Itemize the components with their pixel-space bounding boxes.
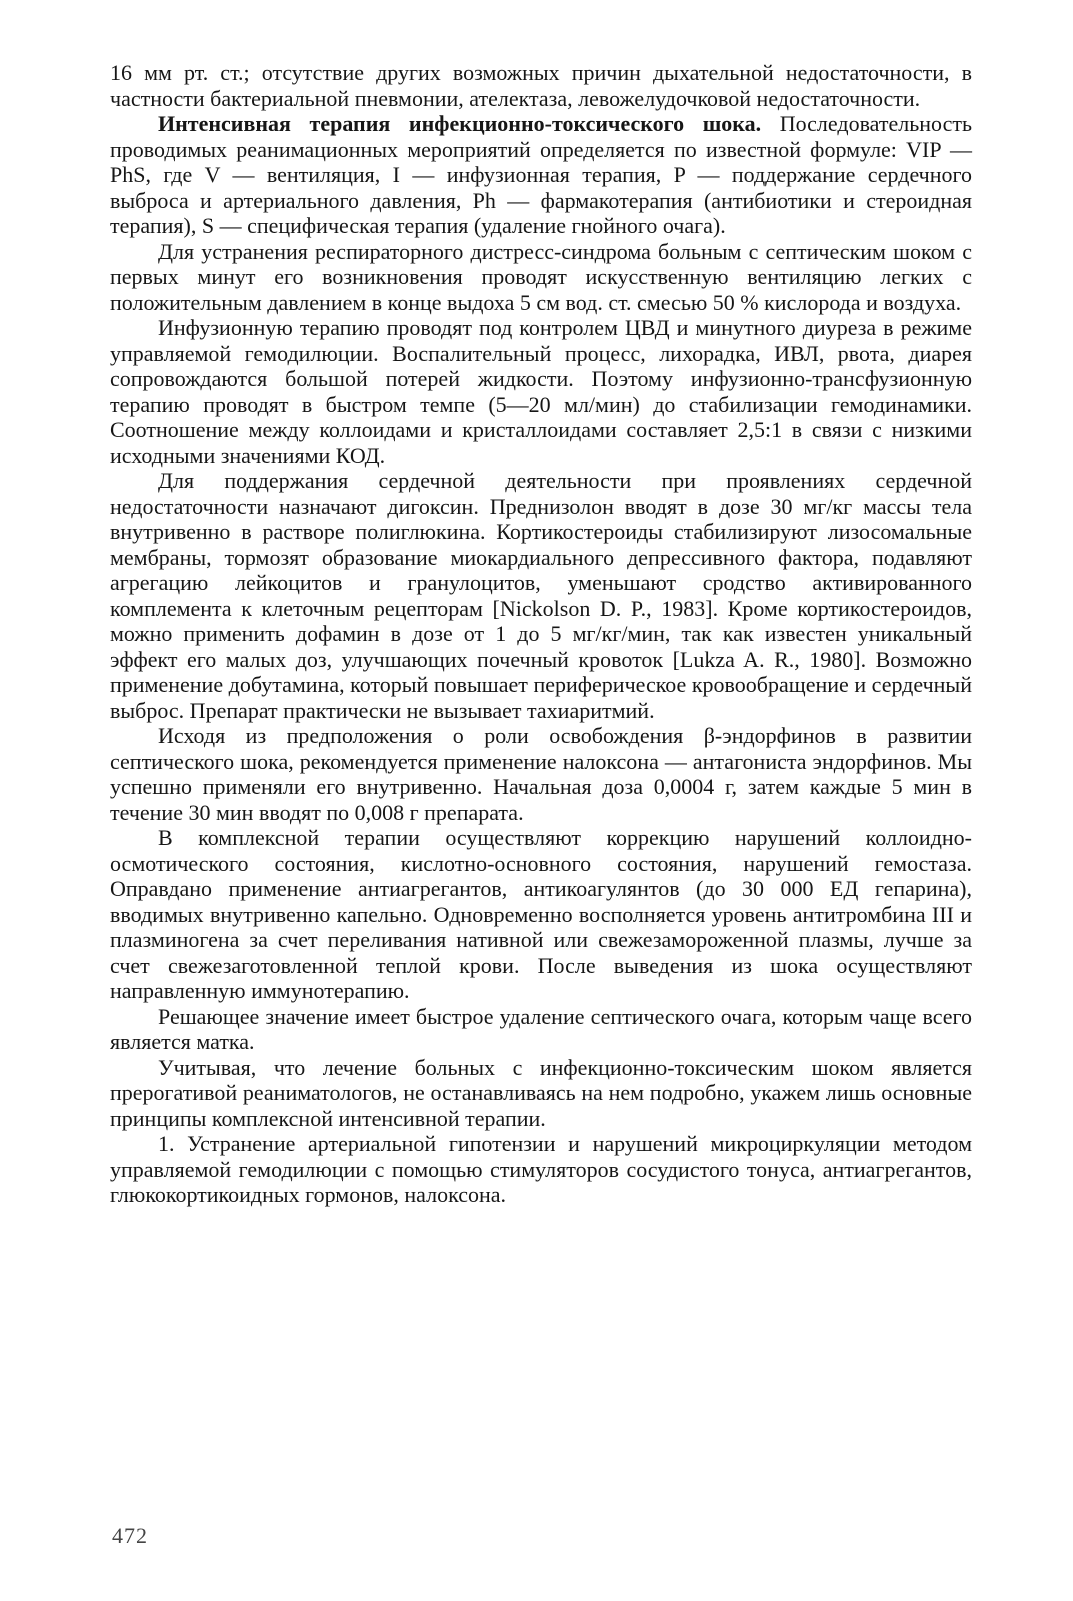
paragraph bbox=[110, 1004, 972, 1055]
paragraph-text: Для поддержания сердечной деятельности при проявлениях сердечной недостаточности назначают дигоксин. Преднизолон вводят в дозе 30 мг/кг массы тела внутривенно в растворе полиглюкина. Кортикостероиды стабилизируют лизосомальные мембраны, тормозят образование миокардиального депрессивного фактора, подавляют агрегацию лейкоцитов и гранулоцитов, уменьшают сродство активированного комплемента к клеточным рецепторам [Nickolson D. P., 1983]. Кроме кортикостероидов, можно применить дофамин в дозе от 1 до 5 мг/кг/мин, так как известен уникальный эффект его малых доз, улучшающих почечный кровоток [Lukza A. R., 1980]. Возможно применение добутамина, который повышает периферическое кровообращение и сердечный выброс. Препарат практически не вызывает тахиаритмий. bbox=[110, 468, 972, 723]
paragraph-text: Решающее значение имеет быстрое удаление септического очага, которым чаще всего является матка. bbox=[110, 1003, 972, 1054]
paragraph bbox=[110, 468, 972, 723]
paragraph bbox=[110, 111, 972, 239]
paragraph bbox=[110, 60, 972, 111]
paragraph-text: 1. Устранение артериальной гипотензии и нарушений микроциркуляции методом управляемой гемодилюции с помощью стимуляторов сосудистого тонуса, антиагрегантов, глюкокортикоидных гормонов, налоксона. bbox=[110, 1131, 972, 1207]
paragraph bbox=[110, 723, 972, 825]
paragraph bbox=[110, 1055, 972, 1132]
paragraph bbox=[110, 825, 972, 1004]
paragraph-text: Последовательность проводимых реанимационных мероприятий определяется по известной формуле: VIP — PhS, где V — вентиляция, I — инфузионная терапия, P — поддержание сердечного выброса и артериального давления, Ph — фармакотерапия (антибиотики и стероидная терапия), S — специфическая терапия (удаление гнойного очага). bbox=[110, 111, 972, 238]
section-heading: Интенсивная терапия инфекционно-токсического шока. bbox=[158, 111, 762, 136]
page-number: 472 bbox=[112, 1523, 148, 1548]
paragraph bbox=[110, 315, 972, 468]
paragraph-text: 16 мм рт. ст.; отсутствие других возможных причин дыхательной недостаточности, в частности бактериальной пневмонии, ателектаза, левожелудочковой недостаточности. bbox=[110, 60, 972, 111]
list-item bbox=[110, 1131, 972, 1208]
paragraph-text: Для устранения респираторного дистресс-синдрома больным с септическим шоком с первых минут его возникновения проводят искусственную вентиляцию легких с положительным давлением в конце выдоха 5 см вод. ст. смесью 50 % кислорода и воздуха. bbox=[110, 238, 972, 315]
paragraph-text: Инфузионную терапию проводят под контролем ЦВД и минутного диуреза в режиме управляемой гемодилюции. Воспалительный процесс, лихорадка, ИВЛ, рвота, диарея сопровождаются большой потерей жидкости. Поэтому инфузионно-трансфузионную терапию проводят в быстром темпе (5—20 мл/мин) до стабилизации гемодинамики. Соотношение между коллоидами и кристаллоидами составляет 2,5:1 в связи с низкими исходными значениями КОД. bbox=[110, 315, 972, 468]
paragraph bbox=[110, 239, 972, 316]
paragraph-text: Исходя из предположения о роли освобождения β-эндорфинов в развитии септического шока, рекомендуется применение налоксона — антагониста эндорфинов. Мы успешно применяли его внутривенно. Начальная доза 0,0004 г, затем каждые 5 мин в течение 30 мин вводят по 0,008 г препарата. bbox=[110, 723, 972, 825]
page-body bbox=[110, 60, 972, 1208]
paragraph-text: Учитывая, что лечение больных с инфекционно-токсическим шоком является прерогативой реаниматологов, не останавливаясь на нем подробно, укажем лишь основные принципы комплексной интенсивной терапии. bbox=[110, 1054, 972, 1131]
paragraph-text: В комплексной терапии осуществляют коррекцию нарушений коллоидно-осмотического состояния, кислотно-основного состояния, нарушений гемостаза. Оправдано применение антиагрегантов, антикоагулянтов (до 30 000 ЕД гепарина), вводимых внутривенно капельно. Одновременно восполняется уровень антитромбина III и плазминогена за счет переливания нативной или свежезамороженной плазмы, лучше за счет свежезаготовленной теплой крови. После выведения из шока осуществляют направленную иммунотерапию. bbox=[110, 825, 972, 1003]
